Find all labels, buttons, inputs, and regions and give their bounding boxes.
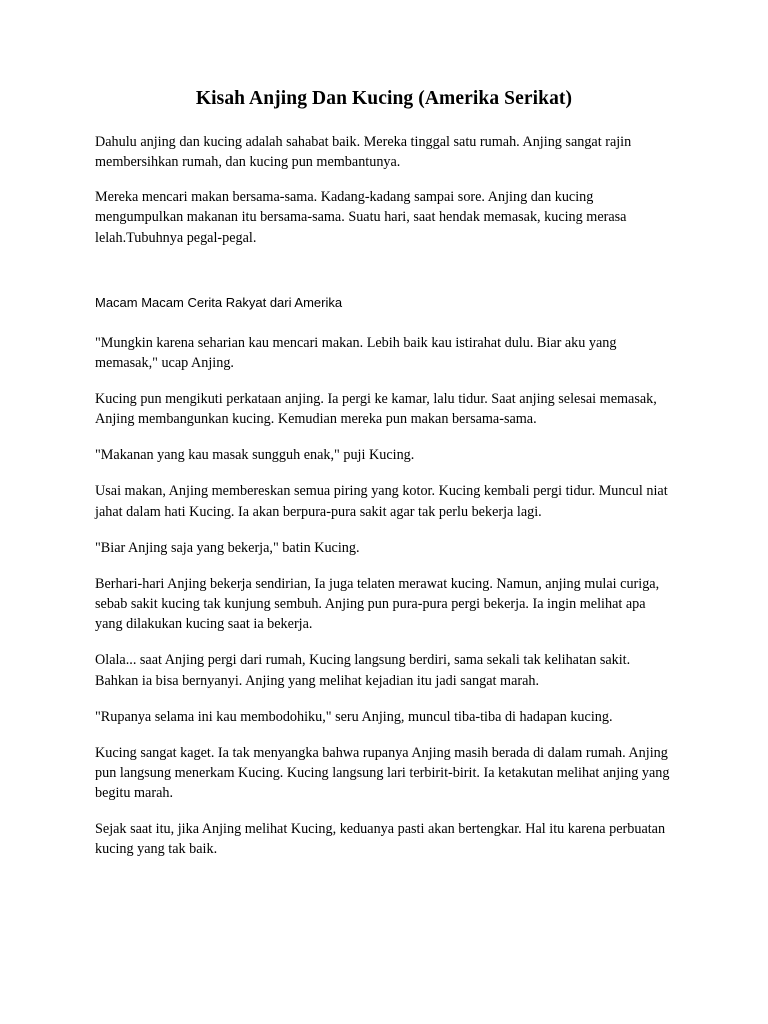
body-paragraph: Kucing pun mengikuti perkataan anjing. Ia pergi ke kamar, lalu tidur. Saat anjing selesai memasak, Anjing membangunkan kucing. Kemudian mereka pun makan bersama-sama. [95, 390, 657, 428]
body-paragraph: Sejak saat itu, jika Anjing melihat Kucing, keduanya pasti akan bertengkar. Hal itu karena perbuatan kucing yang tak baik. [95, 821, 666, 858]
body-paragraph: Dahulu anjing dan kucing adalah sahabat baik. Mereka tinggal satu rumah. Anjing sangat rajin membersihkan rumah, dan kucing pun membantunya. [95, 134, 632, 171]
body-paragraph: Mereka mencari makan bersama-sama. Kadang-kadang sampai sore. Anjing dan kucing mengumpulkan makanan itu bersama-sama. Suatu hari, saat hendak memasak, kucing merasa lelah.Tubuhnya pegal-pegal. [95, 189, 627, 246]
body-paragraph: Olala... saat Anjing pergi dari rumah, Kucing langsung berdiri, sama sekali tak kelihatan sakit. Bahkan ia bisa bernyanyi. Anjing yang melihat kejadian itu jadi sangat marah. [95, 652, 631, 689]
body-paragraph: "Biar Anjing saja yang bekerja," batin Kucing. [95, 539, 360, 556]
body-paragraph: Berhari-hari Anjing bekerja sendirian, Ia juga telaten merawat kucing. Namun, anjing mulai curiga, sebab sakit kucing tak kunjung sembuh. Anjing pun pura-pura pergi bekerja. Ia ingin melihat apa yang dilakukan kucing saat ia bekerja. [95, 575, 660, 633]
section-subheading: Macam Macam Cerita Rakyat dari Amerika [95, 294, 343, 310]
body-paragraph: "Rupanya selama ini kau membodohiku," seru Anjing, muncul tiba-tiba di hadapan kucing. [95, 708, 613, 725]
body-paragraph: "Mungkin karena seharian kau mencari makan. Lebih baik kau istirahat dulu. Biar aku yang memasak," ucap Anjing. [95, 334, 617, 371]
body-paragraph: Kucing sangat kaget. Ia tak menyangka bahwa rupanya Anjing masih berada di dalam rumah. Anjing pun langsung menerkam Kucing. Kucing langsung lari terbirit-birit. Ia ketakutan melihat anjing yang begitu marah. [95, 744, 670, 802]
section-spacer [95, 264, 673, 294]
body-paragraph: "Makanan yang kau masak sungguh enak," puji Kucing. [95, 447, 415, 464]
body-paragraph: Usai makan, Anjing membereskan semua piring yang kotor. Kucing kembali pergi tidur. Muncul niat jahat dalam hati Kucing. Ia akan berpura-pura sakit agar tak perlu bekerja lagi. [95, 483, 668, 520]
page-title: Kisah Anjing Dan Kucing (Amerika Serikat) [195, 88, 573, 109]
